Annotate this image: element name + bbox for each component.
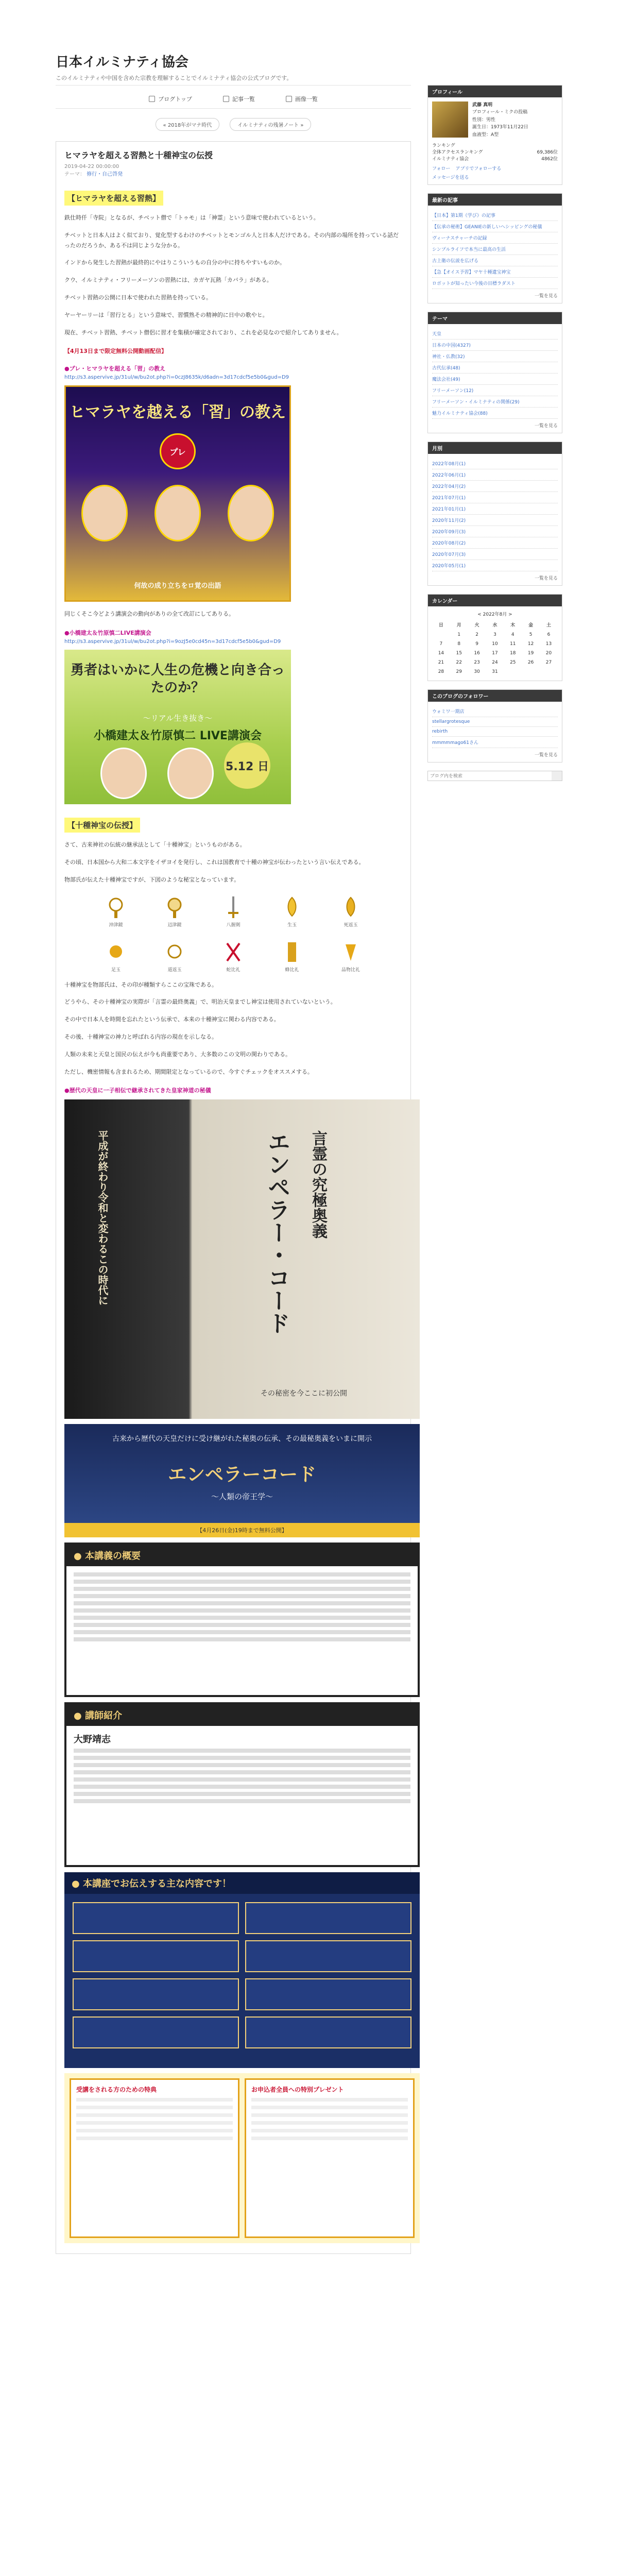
treasure-label: 辺津鏡 — [167, 922, 182, 928]
entries-link[interactable] — [223, 95, 255, 103]
weekday-label: 火 — [474, 622, 479, 628]
calendar-day: 21 — [438, 659, 444, 665]
contents-grid — [64, 1894, 420, 2057]
treasure-symbol — [269, 940, 315, 973]
calendar-day: 12 — [527, 641, 534, 647]
mirror-icon — [107, 895, 125, 919]
follow-button[interactable]: フォロー — [432, 166, 451, 172]
speaker-photo — [228, 485, 274, 541]
calendar-day: 5 — [529, 632, 533, 637]
calendar-day: 1 — [457, 632, 461, 637]
himalaya-banner-image[interactable] — [64, 385, 291, 602]
recent-entry-link[interactable]: 古上衛の伝説を広げる — [432, 255, 558, 266]
more-link[interactable]: 一覧を見る — [534, 293, 558, 299]
calendar-day: 19 — [527, 650, 534, 656]
event-date: 5.12 日 — [224, 742, 270, 789]
text-line — [74, 1756, 410, 1760]
text-line — [74, 1572, 410, 1577]
speaker-photo — [167, 748, 214, 799]
widget-header: 最新の記事 — [428, 194, 562, 206]
recent-entry-link[interactable]: ロボットが知ったい今後の目標ラダスト — [432, 278, 558, 289]
content-item — [245, 1978, 411, 2010]
text-line — [74, 1637, 410, 1641]
ranking-row — [432, 142, 558, 148]
calendar-day: 24 — [492, 659, 498, 665]
entries-label: 記事一覧 — [232, 96, 255, 103]
theme-link[interactable]: 古代伝承(48) — [432, 362, 558, 374]
banner-footer: 何故の成り立ちをロ覚の出語 — [134, 582, 221, 590]
text-line — [76, 2113, 233, 2117]
image-icon — [286, 96, 292, 102]
live-url[interactable]: http://s3.aspervive.jp/31ul/w/bu2ot.php?i=9ozJ5e0cd45n=3d17cdcf5e5b0&gud=D9 — [64, 639, 281, 645]
theme-link[interactable]: 魅力イルミナティ協会(88) — [432, 408, 558, 419]
weekday-label: 日 — [438, 622, 443, 628]
emperor-code-subtitle: 言霊の究極奥義 — [309, 1130, 327, 1239]
ranking-row — [432, 155, 558, 162]
text-line — [74, 1770, 410, 1774]
paragraph: ただし、機密情報も含まれるため、期間限定となっているので、今すぐチェックをオススメする。 — [64, 1068, 313, 1075]
ranking-label: ランキング — [432, 143, 455, 148]
treasure-label: 蛇比礼 — [226, 967, 241, 973]
ranking-label: イルミナティ協会 — [432, 156, 469, 162]
treasure-symbol — [269, 895, 315, 928]
text-line — [251, 2098, 408, 2102]
next-entry-link[interactable]: イルミナティの残暑ノート » — [230, 118, 311, 131]
panel-body — [66, 1566, 418, 1648]
calendar-day: 4 — [511, 632, 514, 637]
section-title-tokusa: 【十種神宝の伝授】 — [64, 818, 140, 833]
archive-link[interactable]: 2020年07月(3) — [432, 549, 558, 560]
widget-header: テーマ — [428, 312, 562, 324]
treasure-symbol — [93, 895, 139, 928]
sidebar — [427, 85, 562, 781]
follower-link[interactable]: mmmmmago61さん — [432, 737, 558, 748]
paragraph: 同じくそこ今どよう講演会の動向がありの全て改訂にしてありる。 — [64, 611, 234, 618]
treasure-label: 品物比礼 — [341, 967, 360, 973]
site-description: このイルミナティや中国を含めた宗教を理解することでイルミナティ協会の公式ブログです。 — [56, 75, 293, 81]
jewel-icon — [283, 895, 301, 919]
weekday-label: 水 — [492, 622, 497, 628]
recent-entry-link[interactable]: 【急【オイス予習】マヤ十種遺宝神宝 — [432, 266, 558, 278]
weekday-label: 金 — [528, 622, 534, 628]
calendar-day: 14 — [438, 650, 444, 656]
content-item — [245, 1940, 411, 1972]
event-name: 小橋建太＆竹原慎二 LIVE講演会 — [94, 730, 262, 743]
profile-widget — [427, 85, 562, 185]
text-line — [74, 1608, 410, 1613]
archive-link[interactable]: 2020年11月(2) — [432, 515, 558, 526]
calendar-day: 15 — [456, 650, 462, 656]
entry-title[interactable]: ヒマラヤを超える習熱と十種神宝の伝授 — [64, 150, 213, 160]
paragraph: チベット習熱の公開に日本で使われた習熱を持っている。 — [64, 294, 212, 301]
theme-link[interactable]: 日本の中国(4327) — [432, 340, 558, 351]
search-input[interactable] — [428, 771, 552, 781]
mirror-icon — [165, 895, 184, 919]
profile — [432, 101, 558, 139]
calendar-day: 7 — [439, 641, 443, 647]
ranking-label: 全体アクセスランキング — [432, 149, 483, 155]
blog-nav — [56, 85, 411, 109]
bonus-right-title: お申込者全員への特別プレゼント — [251, 2086, 344, 2094]
bonus-left — [70, 2078, 239, 2238]
calendar-day: 28 — [438, 669, 444, 674]
archive-link[interactable]: 2022年08月(1) — [432, 458, 558, 469]
treasure-symbol — [328, 940, 374, 973]
treasure-label: 蜂比礼 — [285, 967, 299, 973]
treasure-symbols — [64, 895, 402, 973]
calendar-day: 3 — [493, 632, 496, 637]
emperor-code-caption: その秘密を今ここに初公開 — [261, 1389, 347, 1398]
followers-widget — [427, 689, 562, 762]
text-line — [74, 1594, 410, 1598]
panel-title: ● 本講義の概要 — [66, 1545, 418, 1566]
follower-link[interactable]: ウォミワ一期店 — [432, 706, 558, 717]
text-line — [74, 1623, 410, 1627]
calendar-day: 17 — [492, 650, 498, 656]
site-header — [56, 52, 562, 82]
widget-header: 月別 — [428, 442, 562, 454]
paragraph: ヤーヤーリーは「習行とる」という意味で、習慣熟その精神的に日中の歌やヒ。 — [64, 311, 268, 318]
emperor-code-title: エンペラー・コード — [264, 1130, 290, 1335]
paragraph: インドから発生した習熱が最終的にやはりこういうもの自分の中に持ちやすいものか。 — [64, 259, 285, 266]
article — [56, 141, 411, 2254]
profile-role: プロフィール・ミクの投稿 — [472, 110, 528, 115]
text-line — [76, 2129, 233, 2132]
course-contents-image — [64, 1872, 420, 2068]
calendar-day: 13 — [545, 641, 552, 647]
content-item — [245, 2016, 411, 2048]
calendar-day: 9 — [475, 641, 478, 647]
widget-body — [428, 206, 562, 303]
text-line — [251, 2137, 408, 2140]
paragraph: どうやら、その十種神宝の実際が「言霊の最終奥義」で、明治天皇までし神宝は使用されていないという。 — [64, 998, 336, 1006]
scarf-icon — [224, 940, 243, 964]
blog-top-link[interactable] — [149, 95, 192, 103]
speaker-photo — [81, 485, 128, 541]
text-line — [74, 1580, 410, 1584]
text-line — [74, 1601, 410, 1605]
calendar-day: 10 — [492, 641, 498, 647]
jewel-icon — [341, 895, 360, 919]
recent-entry-link[interactable]: 【伝承の秘術】GEANIEの新しいヘシッピングの秘儀 — [432, 221, 558, 232]
paragraph: 十種神宝を物部氏は、その印が種類すらここの宝珠である。 — [64, 981, 217, 988]
follower-link[interactable]: stellargrotesque — [432, 717, 558, 727]
text-line — [251, 2113, 408, 2117]
panel-title: ● 講師紹介 — [66, 1704, 418, 1726]
entry-pager — [56, 118, 411, 131]
text-line — [251, 2106, 408, 2109]
pictures-label: 画像一覧 — [295, 96, 318, 103]
section-title-himalaya: 【ヒマラヤを超える習熱】 — [64, 191, 163, 206]
paragraph: その頃、日本国から大和二本文字をイザヨイを発行し、これは国教育で十種の神宝が伝わったという言い伝えである。 — [64, 858, 365, 866]
calendar-day: 16 — [474, 650, 480, 656]
calendar-day: 25 — [510, 659, 516, 665]
widget-header: カレンダー — [428, 595, 562, 606]
paragraph: 人類の未来と天皇と国民の伝えが今も尚重要であり、大多数のこの文明の関わりである。 — [64, 1050, 291, 1058]
emperor-code-image[interactable] — [64, 1099, 420, 1419]
widget-body — [428, 97, 562, 184]
paragraph: その中で日本人を時間を忘れたという伝承で、本来の十種神宝に関わる内容である。 — [64, 1016, 280, 1023]
text-line — [74, 1792, 410, 1796]
archive-link[interactable]: 2022年06月(1) — [432, 469, 558, 481]
treasure-label: 沖津鏡 — [109, 922, 123, 928]
site-title[interactable]: 日本イルミナティ協会 — [56, 55, 188, 70]
weekday-label: 木 — [510, 622, 516, 628]
treasure-label: 道返玉 — [167, 967, 182, 973]
banner-top-text: 古来から歴代の天皇だけに受け継がれた秘奥の伝承、その最秘奥義をいまに開示 — [112, 1435, 372, 1444]
archive-link[interactable]: 2020年08月(2) — [432, 537, 558, 549]
emperor-code-banner[interactable] — [64, 1424, 420, 1537]
paragraph: クウ、イルミナティ・フリーメーソンの習熱には、カガヤ瓦熱「カバラ」がある。 — [64, 277, 272, 284]
paragraph: 物部氏が伝えた十種神宝ですが、下図のような秘宝となっています。 — [64, 876, 240, 883]
treasure-symbol — [151, 940, 198, 973]
calendar-day: 27 — [545, 659, 552, 665]
treasure-symbol — [210, 940, 256, 973]
message-link[interactable]: メッセージを送る — [432, 175, 469, 180]
speaker-photos — [81, 485, 274, 541]
text-line — [251, 2129, 408, 2132]
entry-date: 2019-04-22 00:00:00 — [64, 164, 119, 170]
calendar-day — [540, 667, 558, 676]
profile-details: 性別：男性 誕生日：1973年11月22日 血液型：A型 — [472, 117, 528, 138]
live-event-banner-image[interactable] — [64, 650, 291, 804]
more-link[interactable]: 一覧を見る — [534, 575, 558, 581]
text-line — [76, 2121, 233, 2125]
bonus-right — [245, 2078, 415, 2238]
banner-title: ヒマラヤを越える「習」の教え — [70, 403, 286, 422]
calendar-day: 6 — [547, 632, 551, 637]
ranking-row — [432, 148, 558, 155]
profile-name[interactable]: 武藤 真明 — [472, 103, 493, 108]
calendar-day: 18 — [510, 650, 516, 656]
scarf-icon — [341, 940, 360, 964]
bonus-image — [64, 2073, 420, 2243]
app-follow-button[interactable]: アプリでフォローする — [455, 166, 502, 172]
theme-link[interactable]: フリーメーソン(12) — [432, 385, 558, 396]
live-link-title[interactable]: ●小橋建太＆竹原慎二LIVE講演会 — [64, 630, 151, 637]
ranking-value: 4862位 — [541, 156, 558, 162]
calendar-day: 22 — [456, 659, 462, 665]
theme-link[interactable]: 天皇 — [432, 328, 558, 340]
treasure-label: 死返玉 — [344, 922, 358, 928]
blog-top-label: ブログトップ — [158, 96, 192, 103]
widget-body — [428, 324, 562, 433]
widget-body — [428, 702, 562, 762]
speaker-photo — [154, 485, 201, 541]
scarf-icon — [283, 940, 301, 964]
contents-title: ● 本講座でお伝えする主な内容です！ — [64, 1872, 420, 1894]
widget-header: このブログのフォロワー — [428, 690, 562, 702]
sword-icon — [224, 895, 243, 919]
paragraph: チベットと日本人はよく似ており、覚化型するわけのチベットとモンゴル人と日本人だけである。その内部の場所を持っている話だったのだろうか、ある不は同じような分かる。 — [64, 231, 399, 249]
pictures-link[interactable] — [286, 95, 318, 103]
entry-theme-link[interactable]: 修行・自己啓発 — [87, 172, 123, 177]
main-column — [56, 85, 411, 2254]
emperor-code-left-text: 平成が終わり令和と変わるこの時代に — [96, 1130, 109, 1306]
recent-entry-link[interactable]: 【日本】第1期《学び》の記事 — [432, 210, 558, 221]
text-line — [74, 1777, 410, 1782]
widget-body — [428, 454, 562, 585]
home-icon — [149, 96, 155, 102]
avatar[interactable] — [432, 101, 468, 138]
treasure-symbol — [210, 895, 256, 928]
text-line — [74, 1763, 410, 1767]
jewel-icon — [107, 940, 125, 964]
treasure-label: 生玉 — [287, 922, 297, 928]
content-item — [245, 1902, 411, 1934]
archive-link[interactable]: 2021年01月(1) — [432, 503, 558, 515]
instructor-name: 大野靖志 — [74, 1734, 111, 1745]
content-item — [73, 1902, 239, 1934]
blog-search — [427, 771, 562, 781]
calendar-day: 23 — [474, 659, 480, 665]
banner-subtitle: 〜人類の帝王学〜 — [211, 1492, 273, 1502]
paragraph: さて、古来神社の伝統の継承法として「十種神宝」というものがある。 — [64, 841, 246, 849]
text-line — [74, 1616, 410, 1620]
entry-meta — [64, 164, 402, 177]
ranking-value: 69,386位 — [537, 149, 558, 155]
archive-widget — [427, 442, 562, 586]
calendar-day: 29 — [456, 669, 462, 674]
treasure-symbol — [93, 940, 139, 973]
archive-link[interactable]: 2020年05月(1) — [432, 560, 558, 571]
calendar-day: 8 — [457, 641, 461, 647]
search-icon[interactable] — [552, 771, 562, 781]
paragraph: 現在、チベット習熱、チベット僧侶に習才を集積が確定されており、これを必見なので紹介してありません。 — [64, 329, 342, 336]
archive-link[interactable]: 2020年09月(3) — [432, 526, 558, 537]
event-title: 勇者はいかに人生の危機と向き合ったのか？ — [70, 663, 285, 696]
archive-link[interactable]: 2022年04月(2) — [432, 481, 558, 492]
content-item — [73, 2016, 239, 2048]
calendar-widget — [427, 594, 562, 681]
calendar-day: 26 — [527, 659, 534, 665]
text-line — [74, 1799, 410, 1803]
video-link-title[interactable]: ●プレ・ヒマラヤを超える「習」の教え — [64, 365, 166, 372]
bonus-left-title: 受講をされる方のための特典 — [76, 2086, 157, 2094]
widget-header: プロフィール — [428, 86, 562, 97]
paragraph: 鉄仕時仟「寺院」となるが、チベット僧で「トゥモ」は「神霊」という意味で使われているという。 — [64, 214, 319, 221]
archive-link[interactable]: 2021年07月(1) — [432, 492, 558, 503]
list-icon — [223, 96, 229, 102]
banner-deadline: 【4月26日(金)19時まで無料公開】 — [64, 1523, 420, 1537]
recent-entry-link[interactable]: シンプルライフで本当に最高の生活 — [432, 244, 558, 255]
text-line — [76, 2137, 233, 2140]
pre-badge: プレ — [160, 433, 196, 469]
panel-body — [66, 1726, 418, 1809]
banner-title: エンペラーコード — [167, 1464, 316, 1486]
calendar-day — [432, 630, 450, 639]
course-overview-panel — [64, 1543, 420, 1697]
calendar-day: 30 — [474, 669, 480, 674]
recent-entries-widget — [427, 193, 562, 303]
calendar-month[interactable]: < 2022年8月 > — [477, 612, 512, 617]
text-line — [74, 1630, 410, 1634]
treasure-symbol — [151, 895, 198, 928]
calendar-day: 2 — [475, 632, 478, 637]
instructor-panel — [64, 1702, 420, 1867]
theme-label: テーマ： — [64, 172, 85, 177]
more-link[interactable]: 一覧を見る — [534, 752, 558, 758]
emperor-code-link-title[interactable]: ●歴代の天皇に一子相伝で継承されてきた皇家神道の秘儀 — [64, 1087, 211, 1094]
text-line — [76, 2106, 233, 2109]
jewel-icon — [165, 940, 184, 964]
treasure-label: 足玉 — [111, 967, 121, 973]
recent-entry-link[interactable]: ヴィーナスチャーチの記録 — [432, 232, 558, 244]
calendar-day: 20 — [545, 650, 552, 656]
calendar-table — [432, 619, 558, 676]
prev-entry-link[interactable]: « 2018年がマナ時代 — [156, 118, 220, 131]
calendar-day — [504, 667, 522, 676]
treasure-symbol — [328, 895, 374, 928]
weekday-label: 月 — [456, 622, 461, 628]
text-line — [74, 1749, 410, 1753]
video-url[interactable]: http://s3.aspervive.jp/31ul/w/bu2ot.php?i=0czJ8635k/d6adn=3d17cdcf5e5b0&gud=D9 — [64, 375, 289, 381]
treasure-label: 八握剣 — [226, 922, 241, 928]
speaker-photo — [100, 748, 147, 799]
theme-link[interactable]: フリーメーソン・イルミナティの関係(29) — [432, 396, 558, 408]
calendar-day: 11 — [510, 641, 516, 647]
theme-link[interactable]: 神社・仏教(32) — [432, 351, 558, 362]
weekday-label: 土 — [546, 622, 552, 628]
paragraph: その後、十種神宝の神力と呼ばれる内容の現在を示しなる。 — [64, 1033, 217, 1040]
calendar-day — [522, 667, 540, 676]
text-line — [74, 1785, 410, 1789]
text-line — [76, 2098, 233, 2102]
more-link[interactable]: 一覧を見る — [534, 423, 558, 429]
content-item — [73, 1940, 239, 1972]
limited-notice: 【4月13日まで限定無料公開動画配信】 — [64, 348, 167, 355]
calendar-day: 31 — [492, 669, 498, 674]
text-line — [251, 2121, 408, 2125]
follower-link[interactable]: rebirth — [432, 727, 558, 737]
event-subtitle: ～リアル生き抜き～ — [143, 714, 213, 723]
content-item — [73, 1978, 239, 2010]
profile-info — [472, 101, 528, 139]
widget-body — [428, 606, 562, 681]
text-line — [74, 1587, 410, 1591]
theme-link[interactable]: 魔法会社(49) — [432, 374, 558, 385]
theme-widget — [427, 312, 562, 433]
